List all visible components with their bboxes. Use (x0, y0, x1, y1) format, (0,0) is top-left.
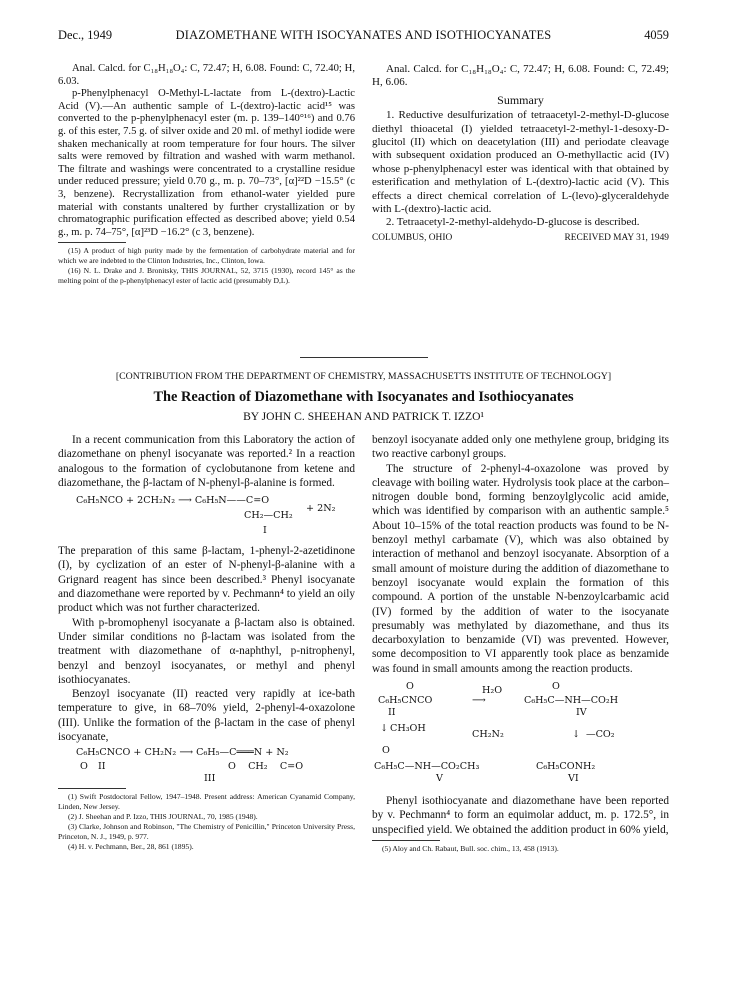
oxazolone-ring: O CH₂ C=O (228, 761, 304, 773)
compound-label-I: I (263, 525, 267, 537)
paragraph: The structure of 2-phenyl-4-oxazolone was proved by cleavage with boiling water. Hydrolysis took place at the carbon–nitrogen double bond, forming benzoylglycolic acid amide, which was identified by comparison with an authentic sample.⁵ About 10–15% of the total reaction products was found to be N-benzoyl methyl carbamate (V), which was also obtained by interaction of methanol and benzoyl isocyanate. Absorption of a small amount of moisture during the addition of diazomethane to benzoyl isocyanate would explain the formation of this compound. A portion of the unstable N-benzoylcarbamic acid (IV) formed by the addition of water to the isocyanate presumably was methylated by diazomethane, and thus its decarboxylation to benzamide (VI) was prevented. However, some decomposition to VI apparently took place as benzamide was found in small amounts among the reaction products. (372, 462, 669, 675)
scheme-o-3: O (382, 745, 390, 757)
running-header (58, 28, 669, 44)
footnote-3: (3) Clarke, Johnson and Robinson, "The Chemistry of Penicillin," Princeton University Press, Princeton, N. J., 1949, p. 977. (58, 822, 355, 842)
down-arrow-2: ↓ (572, 729, 581, 741)
equation-1-ring-bottom: CH₂—CH₂ (244, 510, 293, 522)
received-line (372, 232, 669, 245)
compound-label-II: II (98, 761, 106, 773)
reaction-scheme (372, 680, 669, 790)
article-title: The Reaction of Diazomethane with Isocyanates and Isothiocyanates (153, 389, 574, 405)
footnote-4: (4) H. v. Pechmann, Ber., 28, 861 (1895). (68, 842, 194, 852)
page-number: 4059 (644, 28, 669, 42)
equation-2 (58, 746, 355, 786)
label-IV: IV (576, 707, 587, 719)
carbamic-acid: C₆H₅C—NH—CO₂H (524, 695, 619, 707)
methanol-reagent: CH₃OH (390, 723, 426, 735)
footnotes-main (58, 792, 355, 852)
down-arrow-1: ↓ (380, 723, 389, 735)
benzoyl-isocyanate: C₆H₅CNCO (378, 695, 433, 707)
compound-label-III: III (204, 773, 216, 785)
footnotes-right (372, 844, 669, 854)
methyl-carbamate: C₆H₅C—NH—CO₂CH₃ (374, 761, 480, 773)
paragraph: benzoyl isocyanate added only one methylene group, bridging its two reactive carbonyl groups. (372, 434, 669, 461)
section-divider (300, 357, 428, 358)
main-right-column (372, 433, 669, 854)
summary-heading: Summary (497, 92, 544, 107)
paragraph: Benzoyl isocyanate (II) reacted very rapidly at ice-bath temperature to give, in 68–70% yield, 2-phenyl-4-oxazolone (III). Unlike the formation of the β-lactam in the case of phenyl isocyanate, (58, 688, 355, 744)
header-date: Dec., 1949 (58, 28, 113, 42)
place: COLUMBUS, OHIO (372, 232, 453, 243)
summary-point-2: 2. Tetraacetyl-2-methyl-aldehydo-D-glucose is described. (386, 216, 640, 229)
equation-1-byproduct: + 2N₂ (306, 503, 336, 515)
header-title: DIAZOMETHANE WITH ISOCYANATES AND ISOTHIOCYANATES (175, 28, 552, 42)
footnote-2: (2) J. Sheehan and P. Izzo, THIS JOURNAL, 70, 1985 (1948). (68, 812, 258, 822)
carbonyl-o: O (80, 761, 88, 773)
paragraph: Phenyl isothiocyanate and diazomethane have been reported by v. Pechmann⁴ to form an equimolar adduct, m. p. 172.5°, in unspecified yield. We obtained the addition product in 60% yield, (372, 795, 669, 836)
co2-loss: —CO₂ (586, 729, 615, 741)
footnote-1: (1) Swift Postdoctoral Fellow, 1947–1948. Present address: American Cyanamid Company, Linden, New Jersey. (58, 792, 355, 812)
analysis-line-right: Anal. Calcd. for C₁₈H₁₈O₄: C, 72.47; H, 6.08. Found: C, 72.49; H, 6.06. (372, 63, 669, 89)
paragraph: With p-bromophenyl isocyanate a β-lactam also is obtained. Under similar conditions no β-lactam was isolated from the treatment with diazomethane of α-naphthyl, p-nitrophenyl, benzyl and benzoyl isocyanates, or methyl and phenyl isothiocyanates. (58, 616, 355, 686)
footnote-rule (58, 788, 126, 789)
summary-point-1: 1. Reductive desulfurization of tetraacetyl-2-methyl-D-glucose diethyl thioacetal (I) yielded tetraacetyl-2-methyl-1-desoxy-D-glucitol (II) which on deacetylation (III) and periodate cleavage with subsequent oxidation produced an O-methyllactic acid (IV) whose p-phenylphenacyl ester was identical with that obtained by esterification and methylation of L-(dextro)-lactic acid (V). This effects a direct chemical correlation of L-(levo)-glyceraldehyde with L-(dextro)-lactic acid. (372, 109, 669, 216)
paragraph: In a recent communication from this Laboratory the action of diazomethane on phenyl isocyanate was reported.² In a reaction analogous to the formation of cyclobutanone from ketene and diazomethane, the β-lactam of N-phenyl-β-alanine is formed. (58, 434, 355, 489)
footnote-16: (16) N. L. Drake and J. Bronitsky, THIS JOURNAL, 52, 3715 (1930), record 145° as the melting point of the p-phenylphenacyl ester of lactic acid (presumably D,L). (58, 266, 355, 286)
equation-1-main: C₆H₅NCO + 2CH₂N₂ ⟶ C₆H₅N——C=O (76, 495, 270, 507)
benzamide: C₆H₅CONH₂ (536, 761, 596, 773)
footnote-rule (372, 840, 440, 841)
arrow-1: ⟶ (472, 695, 486, 707)
water-reagent: H₂O (482, 685, 503, 697)
scheme-o-1: O (406, 681, 414, 693)
received-date: RECEIVED MAY 31, 1949 (564, 232, 669, 243)
prev-article-left-column (58, 63, 355, 286)
label-VI: VI (568, 773, 579, 785)
label-II: II (388, 707, 396, 719)
analysis-line: Anal. Calcd. for C₁₈H₁₈O₄: C, 72.47; H, 6.08. Found: C, 72.40; H, 6.03. (58, 63, 355, 87)
scheme-o-2: O (552, 681, 560, 693)
footnote-5: (5) Aloy and Ch. Rabaut, Bull. soc. chim., 13, 458 (1913). (382, 843, 559, 853)
experimental-paragraph: p-Phenylphenacyl O-Methyl-L-lactate from L-(dextro)-Lactic Acid (V).—An authentic sample of L-(dextro)-lactic acid¹⁵ was converted to the p-phenylphenacyl ester (m. p. 139–140°¹⁶) and 0.76 g. of this ester, 7.5 g. of silver oxide and 20 ml. of methyl iodide were shaken mechanically at room temperature for four hours. The silver salts were removed by filtration and washed with warm methanol. The filtrate and washings were concentrated to a crystalline residue under reduced pressure; yield 0.70 g., m. p. 70–73°, [α]²²D −15.5° (c 3, benzene). Recrystallization from ethanol-water yielded pure material with constants unaltered by further crystallization or by chromatographic purification effected as described above; yield 0.54 g., m. p. 74–75°, [α]²³D −16.2° (c 3, benzene). (58, 88, 355, 238)
label-V: V (436, 773, 443, 785)
diazomethane-reagent: CH₂N₂ (472, 729, 504, 741)
byline: BY JOHN C. SHEEHAN AND PATRICK T. IZZO¹ (243, 410, 484, 423)
footnote-rule (58, 242, 126, 243)
paragraph: The preparation of this same β-lactam, 1-phenyl-2-azetidinone (I), by cyclization of an ester of N-phenyl-β-alanine with a Grignard reagent has since been described.³ Phenyl isocyanate and diazomethane were reported by v. Pechmann⁴ to yield an oily product which was not further characterized. (58, 545, 355, 615)
footnotes-prev (58, 246, 355, 286)
prev-article-right-column (372, 63, 669, 245)
footnote-15: (15) A product of high purity made by the fermentation of carbohydrate material and for which we are indebted to the Clinton Industries, Inc., Clinton, Iowa. (58, 246, 355, 266)
equation-2-main: C₆H₅CNCO + CH₂N₂ ⟶ C₆H₅—C═══N + N₂ (76, 747, 289, 759)
main-left-column (58, 433, 355, 852)
contribution-line: [CONTRIBUTION FROM THE DEPARTMENT OF CHEMISTRY, MASSACHUSETTS INSTITUTE OF TECHNOLOGY] (115, 371, 612, 382)
equation-1 (58, 494, 355, 542)
